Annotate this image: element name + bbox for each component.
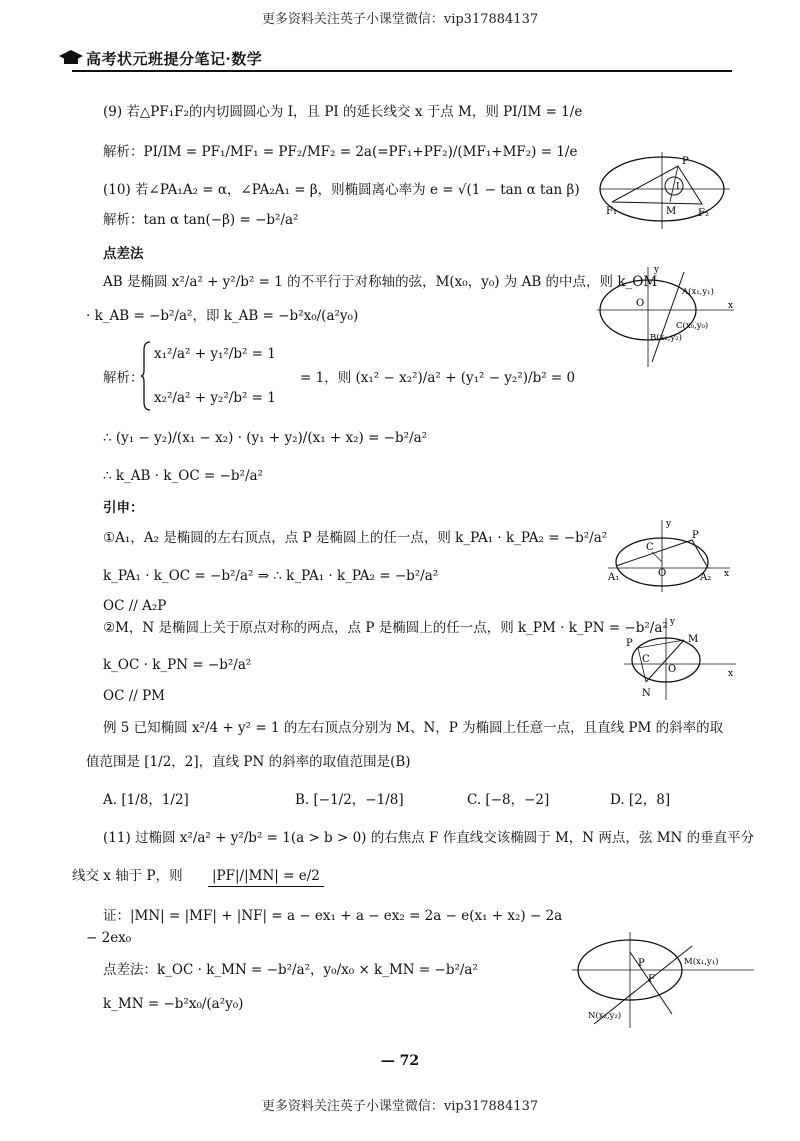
extension-2-parallel: OC // PM <box>103 688 165 704</box>
fig4-label-m: M <box>688 634 699 645</box>
item-9-solution: 解析：PI/IM = PF₁/MF₁ = PF₂/MF₂ = 2a(=PF₁+PF₂)/(MF₁+MF₂) = 1/e <box>103 144 578 160</box>
graduation-cap-icon <box>58 48 84 68</box>
fig2-label-o: O <box>636 298 645 309</box>
item-10: (10) 若∠PA₁A₂ = α，∠PA₂A₁ = β，则椭圆离心率为 e = √(1 − tan α tan β) <box>103 182 580 198</box>
fig4-label-x: x <box>728 669 734 679</box>
fig5-label-p: P <box>638 958 645 969</box>
figure-incircle <box>590 144 740 234</box>
therefore-2: ∴ k_AB · k_OC = −b²/a² <box>103 468 263 484</box>
extension-1-parallel: OC // A₂P <box>103 598 167 614</box>
fig3-label-a1: A₁ <box>608 572 620 583</box>
option-c: C. [−8，−2] <box>467 792 550 808</box>
fig1-label-f1: F₁ <box>606 206 617 217</box>
proof-line-2: − 2ex₀ <box>86 930 132 946</box>
system-brace <box>140 340 152 412</box>
fig2-label-y: y <box>654 265 660 275</box>
chord-statement-2: · k_AB = −b²/a²，即 k_AB = −b²x₀/(a²y₀) <box>86 308 359 324</box>
therefore-1: ∴ (y₁ − y₂)/(x₁ − x₂) · (y₁ + y₂)/(x₁ + x₂) = −b²/a² <box>103 430 428 446</box>
figure-vertices <box>604 516 734 596</box>
extension-2: ②M，N 是椭圆上关于原点对称的两点，点 P 是椭圆上的任一点，则 k_PM · k_PN = −b²/a² <box>103 620 668 636</box>
proof-line-4: k_MN = −b²x₀/(a²y₀) <box>103 996 244 1012</box>
fig1-label-m: M <box>666 206 677 217</box>
option-d: D. [2，8] <box>610 792 671 808</box>
fig3-label-y: y <box>666 519 672 529</box>
fig3-label-x: x <box>724 569 730 579</box>
item-11-conclusion: |PF|/|MN| = e/2 <box>208 866 324 887</box>
system-label: 解析： <box>103 370 144 386</box>
fig2-label-c: C(x₀,y₀) <box>676 321 709 331</box>
proof-line-3: 点差法：k_OC · k_MN = −b²/a²，y₀/x₀ × k_MN = −b²/a² <box>103 962 478 978</box>
extension-1-step: k_PA₁ · k_OC = −b²/a² ⇒ ∴ k_PA₁ · k_PA₂ = −b²/a² <box>103 568 439 584</box>
figure-symmetric-points <box>620 614 740 704</box>
fig5-label-n: N(x₂,y₂) <box>588 1011 622 1021</box>
heading-point-difference: 点差法 <box>103 246 144 262</box>
header-title: 高考状元班提分笔记·数学 <box>86 50 263 68</box>
fig1-label-p: P <box>682 156 689 167</box>
fig3-label-o: O <box>658 568 667 579</box>
option-a: A. [1/8，1/2] <box>103 792 189 808</box>
fig4-label-c: C <box>642 654 650 665</box>
fig1-label-f2: F₂ <box>698 208 709 219</box>
fig2-label-x: x <box>728 301 734 311</box>
bottom-banner: 更多资料关注英子小课堂微信：vip317884137 <box>261 1099 539 1114</box>
fig3-label-a2: A₂ <box>700 572 712 583</box>
extension-2-step: k_OC · k_PN = −b²/a² <box>103 657 252 673</box>
fig3-label-p: P <box>692 530 699 541</box>
item-11-line-1: (11) 过椭圆 x²/a² + y²/b² = 1(a > b > 0) 的右焦点 F 作直线交该椭圆于 M，N 两点，弦 MN 的垂直平分 <box>103 830 755 846</box>
fig3-label-c: C <box>646 542 654 553</box>
fig4-label-n: N <box>642 688 651 699</box>
figure-chord-midpoint <box>592 262 742 372</box>
system-eq-1: x₁²/a² + y₁²/b² = 1 <box>154 346 276 362</box>
system-result: = 1，则 (x₁² − x₂²)/a² + (y₁² − y₂²)/b² = 0 <box>300 370 576 386</box>
fig4-label-y: y <box>670 617 676 627</box>
fig5-label-m: M(x₁,y₁) <box>684 957 719 967</box>
extension-1: ①A₁，A₂ 是椭圆的左右顶点，点 P 是椭圆上的任一点，则 k_PA₁ · k_PA₂ = −b²/a² <box>103 530 608 546</box>
fig4-label-p: P <box>626 638 633 649</box>
fig2-label-a: A(x₁,y₁) <box>682 287 714 297</box>
fig1-label-i: I <box>676 182 680 192</box>
page-number: — 72 <box>380 1053 420 1069</box>
fig4-label-o: O <box>668 664 677 675</box>
example-5-line-2: 值范围是 [1/2，2]，直线 PN 的斜率的取值范围是(B) <box>86 754 411 770</box>
item-10-solution: 解析：tan α tan(−β) = −b²/a² <box>103 212 299 228</box>
proof-line-1: 证：|MN| = |MF| + |NF| = a − ex₁ + a − ex₂ = 2a − e(x₁ + x₂) − 2a <box>103 908 563 924</box>
item-9: (9) 若△PF₁F₂的内切圆圆心为 I，且 PI 的延长线交 x 于点 M，则 PI/IM = 1/e <box>103 104 583 120</box>
fig2-label-b: B(x₂,y₂) <box>650 333 682 343</box>
example-5-line-1: 例 5 已知椭圆 x²/4 + y² = 1 的左右顶点分别为 M、N，P 为椭圆上任意一点，且直线 PM 的斜率的取 <box>103 720 724 736</box>
item-11-line-2: 线交 x 轴于 P，则 <box>72 868 183 884</box>
header-rule <box>72 70 732 72</box>
figure-focal-chord <box>568 930 758 1030</box>
option-b: B. [−1/2，−1/8] <box>295 792 404 808</box>
system-eq-2: x₂²/a² + y₂²/b² = 1 <box>154 390 276 406</box>
heading-extension: 引申： <box>103 500 144 516</box>
fig5-label-f: F <box>648 974 655 985</box>
chord-statement-1: AB 是椭圆 x²/a² + y²/b² = 1 的不平行于对称轴的弦，M(x₀，y₀) 为 AB 的中点，则 k_OM <box>103 274 658 290</box>
top-banner: 更多资料关注英子小课堂微信：vip317884137 <box>261 12 539 27</box>
